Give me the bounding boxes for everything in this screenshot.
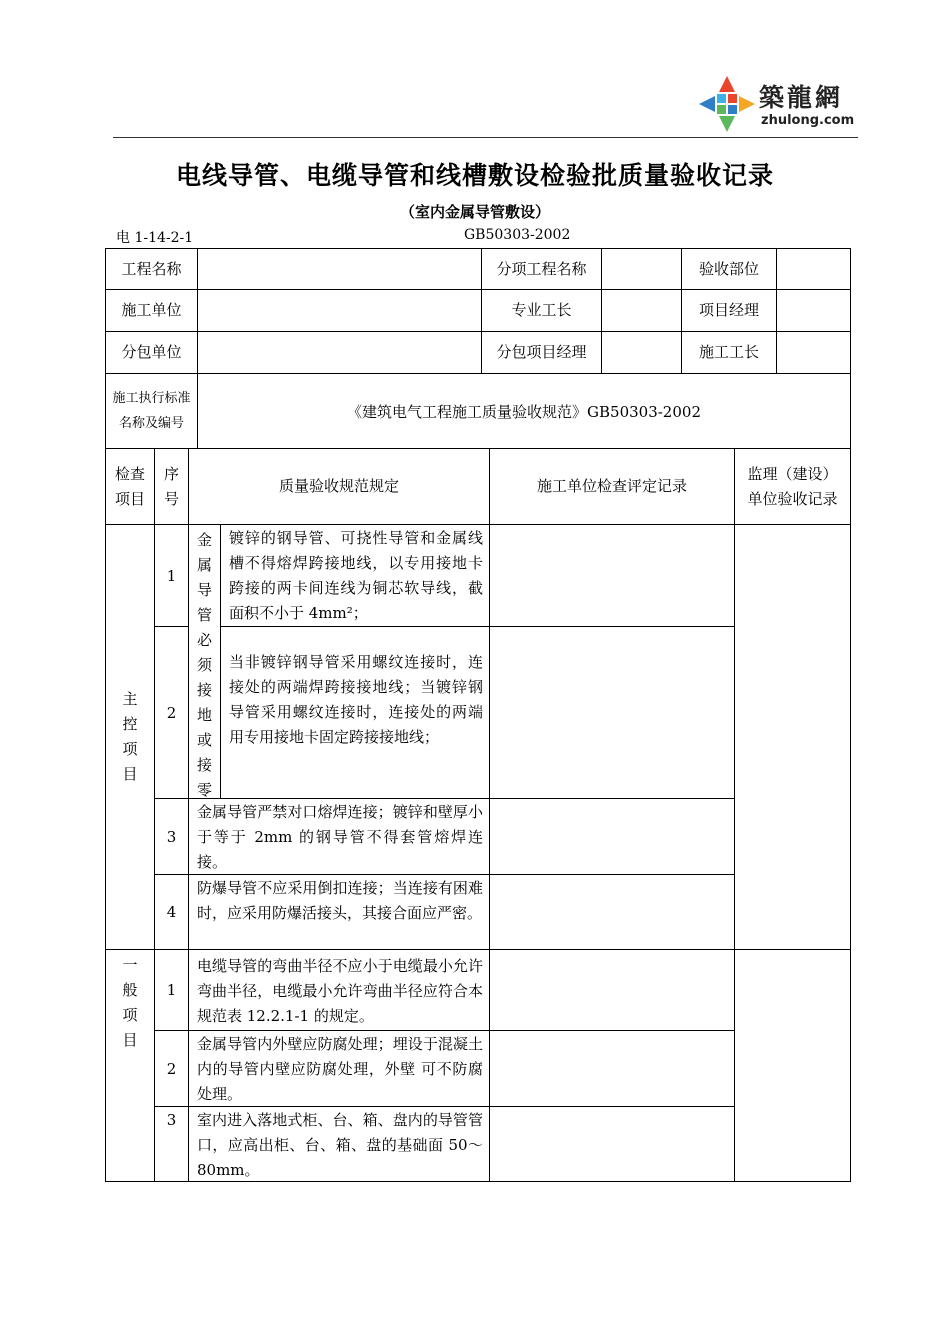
- general-item-1-record[interactable]: [489, 949, 735, 1031]
- general-item-1-no: 1: [154, 949, 189, 1031]
- main-item-1-record[interactable]: [489, 524, 735, 627]
- logo-mark-icon: [697, 74, 757, 134]
- main-control-label: 主控项目: [105, 524, 155, 950]
- col-seq: 序号: [154, 448, 189, 525]
- construction-foreman-field[interactable]: [776, 331, 851, 374]
- project-manager-field[interactable]: [776, 289, 851, 332]
- col-supervision-record: 监理（建设）单位验收记录: [734, 448, 851, 525]
- construction-foreman-label: 施工工长: [681, 331, 777, 374]
- standard-code: GB50303-2002: [464, 227, 571, 243]
- page-subtitle: （室内金属导管敷设）: [399, 203, 550, 221]
- sub-project-name-field[interactable]: [601, 248, 682, 290]
- main-item-3-text: 金属导管严禁对口熔焊连接；镀锌和壁厚小于等于 2mm 的钢导管不得套管熔焊连接。: [188, 798, 490, 875]
- sub-project-name-label: 分项工程名称: [481, 248, 602, 290]
- subcontract-pm-field[interactable]: [601, 331, 682, 374]
- main-item-2-record[interactable]: [489, 626, 735, 799]
- specialty-foreman-label: 专业工长: [481, 289, 602, 332]
- project-name-label: 工程名称: [105, 248, 198, 290]
- general-item-2-no: 2: [154, 1030, 189, 1107]
- construction-unit-label: 施工单位: [105, 289, 198, 332]
- main-item-4-text: 防爆导管不应采用倒扣连接；当连接有困难时，应采用防爆活接头，其接合面应严密。: [188, 874, 490, 950]
- exec-standard-label: 施工执行标准名称及编号: [105, 373, 198, 449]
- general-supervision-field[interactable]: [734, 949, 851, 1182]
- grounding-group-label: 金属导管必须接地或接零: [188, 524, 221, 799]
- construction-unit-field[interactable]: [197, 289, 482, 332]
- header-rule: [113, 137, 858, 138]
- general-label: 一般项目: [105, 949, 155, 1182]
- general-item-1-text: 电缆导管的弯曲半径不应小于电缆最小允许弯曲半径，电缆最小允许弯曲半径应符合本规范表 12.2.1-1 的规定。: [188, 949, 490, 1031]
- logo-domain-text: zhulong.com: [761, 113, 855, 128]
- main-control-supervision-field[interactable]: [734, 524, 851, 950]
- subcontract-unit-field[interactable]: [197, 331, 482, 374]
- subcontract-unit-label: 分包单位: [105, 331, 198, 374]
- general-item-2-record[interactable]: [489, 1030, 735, 1107]
- acceptance-part-field[interactable]: [776, 248, 851, 290]
- main-item-3-record[interactable]: [489, 798, 735, 875]
- acceptance-part-label: 验收部位: [681, 248, 777, 290]
- main-item-2-no: 2: [154, 626, 189, 799]
- form-code: 电 1-14-2-1: [116, 230, 194, 246]
- main-item-4-no: 4: [154, 874, 189, 950]
- project-name-field[interactable]: [197, 248, 482, 290]
- main-item-2-text: 当非镀锌钢导管采用螺纹连接时，连接处的两端焊跨接接地线；当镀锌钢导管采用螺纹连接时，连接处的两端用专用接地卡固定跨接接地线；: [220, 626, 490, 799]
- specialty-foreman-field[interactable]: [601, 289, 682, 332]
- main-item-1-text: 镀锌的钢导管、可挠性导管和金属线槽不得熔焊跨接地线，以专用接地卡跨接的两卡间连线为铜芯软导线，截面积不小于 4mm²；: [220, 524, 490, 627]
- col-construction-record: 施工单位检查评定记录: [489, 448, 735, 525]
- project-manager-label: 项目经理: [681, 289, 777, 332]
- subcontract-pm-label: 分包项目经理: [481, 331, 602, 374]
- logo-chinese-text: 築龍網: [759, 83, 844, 112]
- general-item-3-no: 3: [154, 1106, 189, 1182]
- exec-standard-value: 《建筑电气工程施工质量验收规范》GB50303-2002: [197, 373, 851, 449]
- general-item-2-text: 金属导管内外壁应防腐处理；埋设于混凝土内的导管内壁应防腐处理，外壁 可不防腐处理。: [188, 1030, 490, 1107]
- main-item-1-no: 1: [154, 524, 189, 627]
- zhulong-logo: [697, 74, 862, 134]
- main-item-4-record[interactable]: [489, 874, 735, 950]
- general-item-3-record[interactable]: [489, 1106, 735, 1182]
- col-check-item: 检查项目: [105, 448, 155, 525]
- general-item-3-text: 室内进入落地式柜、台、箱、盘内的导管管口，应高出柜、台、箱、盘的基础面 50～80mm。: [188, 1106, 490, 1182]
- main-item-3-no: 3: [154, 798, 189, 875]
- page-title: 电线导管、电缆导管和线槽敷设检验批质量验收记录: [175, 161, 774, 190]
- col-spec: 质量验收规范规定: [188, 448, 490, 525]
